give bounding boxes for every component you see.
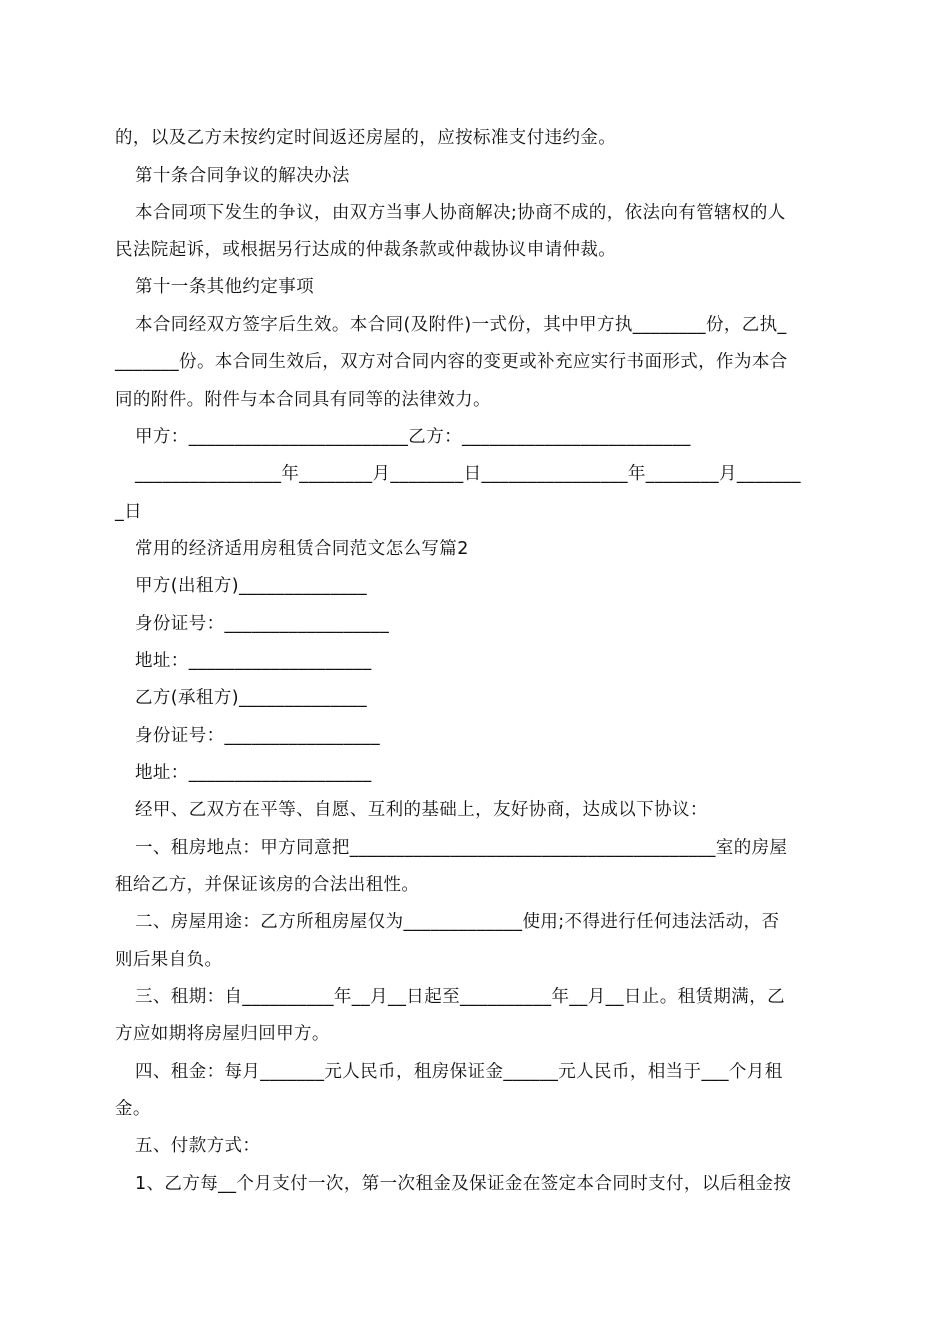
clause-line: 四、租金：每月_______元人民币，租房保证金______元人民币，相当于___个月租 [135,1062,783,1082]
clause-line: 方应如期将房屋归回甲方。 [115,1024,330,1044]
date-line: ________________年________月________日________________年________月_______ [135,464,801,484]
lessor-field: 甲方(出租方)______________ [135,576,368,596]
paragraph-line: 同的附件。附件与本合同具有同等的法律效力。 [115,390,491,410]
lessee-address-field: 地址：____________________ [135,763,372,783]
date-line: _日 [115,502,143,522]
clause-line: 1、乙方每__个月支付一次，第一次租金及保证金在签定本合同时支付，以后租金按 [135,1174,792,1194]
clause-line: 五、付款方式： [135,1136,261,1156]
lessee-field: 乙方(承租方)______________ [135,688,368,708]
paragraph-line: 民法院起诉，或根据另行达成的仲裁条款或仲裁协议申请仲裁。 [115,240,617,260]
clause-line: 三、租期：自__________年__月__日起至__________年__月__日止。租赁期满，乙 [135,987,785,1007]
paragraph-line: 本合同经双方签字后生效。本合同(及附件)一式份，其中甲方执________份，乙执_ [135,315,787,335]
paragraph-line: 的，以及乙方未按约定时间返还房屋的，应按标准支付违约金。 [115,128,617,148]
clause-line: 租给乙方，并保证该房的合法出租性。 [115,875,420,895]
section-heading: 第十条合同争议的解决办法 [135,166,350,186]
section-heading: 第十一条其他约定事项 [135,277,314,297]
signature-line: 甲方：________________________乙方：_________________________ [135,427,691,447]
article-title: 常用的经济适用房租赁合同范文怎么写篇2 [135,539,469,559]
lessee-id-field: 身份证号：_________________ [135,726,381,746]
clause-line: 一、租房地点：甲方同意把________________________________________室的房屋 [135,838,788,858]
clause-line: 则后果自负。 [115,950,223,970]
paragraph-line: _______份。本合同生效后，双方对合同内容的变更或补充应实行书面形式，作为本合 [115,352,788,372]
paragraph-line: 经甲、乙双方在平等、自愿、互利的基础上，友好协商，达成以下协议： [135,800,708,820]
paragraph-line: 本合同项下发生的争议，由双方当事人协商解决;协商不成的，依法向有管辖权的人 [135,203,786,223]
clause-line: 二、房屋用途：乙方所租房屋仅为_____________使用;不得进行任何违法活动，否 [135,912,780,932]
lessor-address-field: 地址：____________________ [135,651,372,671]
clause-line: 金。 [115,1099,151,1119]
lessor-id-field: 身份证号：__________________ [135,614,390,634]
